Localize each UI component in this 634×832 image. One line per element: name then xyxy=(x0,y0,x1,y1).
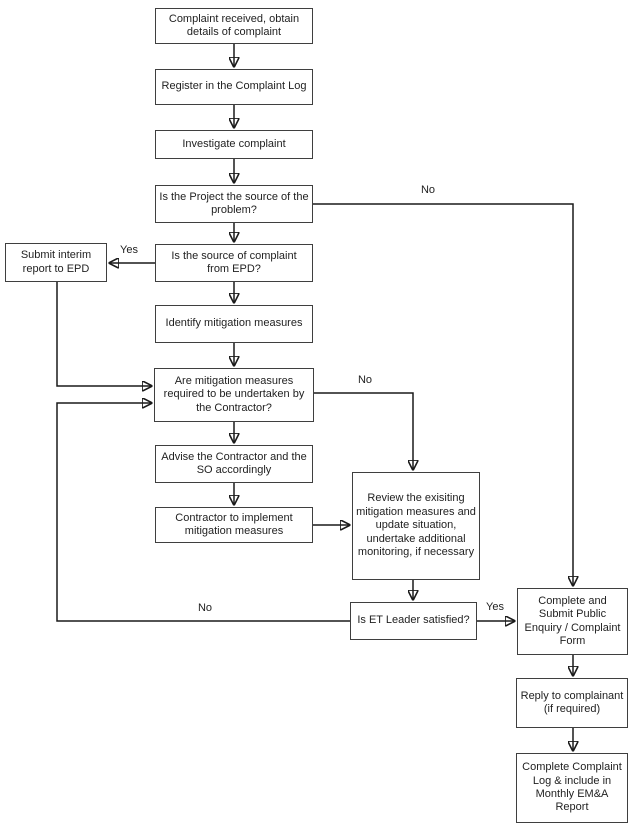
node-identify-mitigation xyxy=(155,305,313,343)
flow-connector xyxy=(314,393,413,469)
node-reply-complainant xyxy=(516,678,628,728)
node-label: Reply to complainant (if required) xyxy=(520,689,624,715)
node-label: Is the source of complaint from EPD? xyxy=(171,249,297,275)
node-complete-submit-form xyxy=(517,588,628,655)
node-label: Is the Project the source of the problem? xyxy=(159,190,309,216)
node-mitigation-required-question xyxy=(154,368,314,422)
node-et-leader-satisfied-question xyxy=(350,602,477,640)
flow-connector xyxy=(57,282,151,386)
edge-label-et-satisfied-no: No xyxy=(197,602,213,614)
node-label: Are mitigation measures required to be undertaken by the Contractor? xyxy=(163,374,305,414)
node-label: Submit interim report to EPD xyxy=(20,249,92,275)
node-label: Complete Complaint Log & include in Monthly EM&A Report xyxy=(522,761,622,814)
node-review-existing-measures xyxy=(352,472,480,580)
edge-label-project-source-no: No xyxy=(420,184,436,196)
node-project-source-question xyxy=(155,185,313,223)
node-label: Complaint received, obtain details of complaint xyxy=(168,12,300,38)
node-complete-complaint-log xyxy=(516,753,628,823)
node-advise-contractor-so xyxy=(155,445,313,483)
node-label: Complete and Submit Public Enquiry / Complaint Form xyxy=(524,594,621,647)
node-label: Contractor to implement mitigation measures xyxy=(175,511,293,537)
node-investigate-complaint xyxy=(155,130,313,159)
node-register-complaint-log xyxy=(155,69,313,105)
node-complaint-received xyxy=(155,8,313,44)
edge-label-epd-source-yes: Yes xyxy=(120,244,138,256)
node-label: Is ET Leader satisfied? xyxy=(357,614,470,627)
node-complaint-from-epd-question xyxy=(155,244,313,282)
node-label: Register in the Complaint Log xyxy=(161,80,307,93)
node-label: Advise the Contractor and the SO accordingly xyxy=(161,450,307,476)
node-label: Investigate complaint xyxy=(182,137,286,150)
node-label: Review the exisiting mitigation measures and update situation, undertake additional monitoring, if necessary xyxy=(356,492,476,559)
edge-label-mitigation-no: No xyxy=(357,374,373,386)
edge-label-et-satisfied-yes: Yes xyxy=(486,601,504,613)
node-submit-interim-report-epd xyxy=(5,243,107,282)
node-label: Identify mitigation measures xyxy=(165,317,303,330)
node-contractor-implement xyxy=(155,507,313,543)
